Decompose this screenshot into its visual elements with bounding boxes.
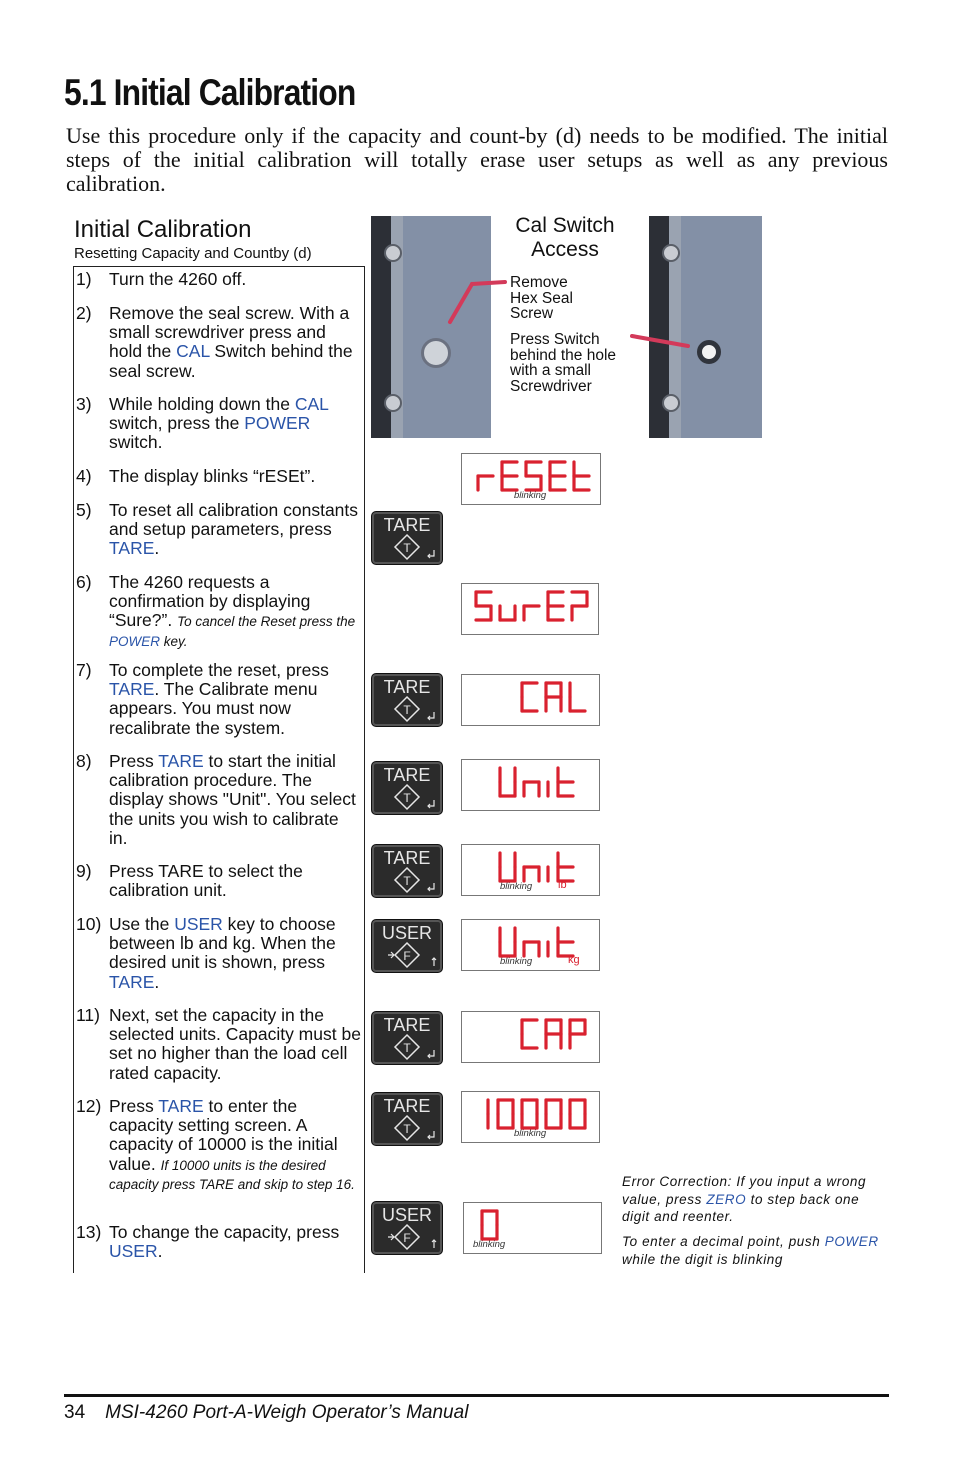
segment-digit: [570, 1100, 585, 1128]
step-text-run: Turn the 4260 off.: [109, 269, 247, 289]
step-text-run: Next, set the capacity in the selected units. Capacity must be set no higher than the load cell rated capacity.: [109, 1005, 361, 1083]
tare-diamond-icon: [372, 1093, 442, 1145]
key-reference: POWER: [109, 633, 161, 649]
step-number: 11): [76, 1005, 100, 1025]
intro-paragraph: Use this procedure only if the capacity and count-by (d) needs to be modified. The initial steps of the initial calibration will totally erase user setups as well as any previous calibration.: [66, 123, 888, 196]
step-number: 2): [76, 303, 92, 323]
step-text: [109, 1223, 361, 1261]
tare-diamond-icon: [372, 674, 442, 726]
step-note-run: key.: [160, 633, 188, 649]
step-number: 3): [76, 394, 92, 414]
segment-digit: [500, 768, 515, 796]
svg-text:F: F: [403, 949, 411, 963]
step-number: 5): [76, 500, 92, 520]
step-text-run: The 4260 requests a confirmation by displaying “Sure?”.: [109, 572, 311, 631]
blinking-label: blinking: [500, 881, 533, 892]
step-text-run: To complete the reset, press: [109, 660, 329, 680]
cal-switch-hole-photo: [649, 216, 762, 438]
segment-digit: [522, 1020, 537, 1048]
step-text: [109, 915, 361, 992]
step-number: 6): [76, 572, 92, 592]
segment-digit: [476, 592, 491, 620]
step-number: 9): [76, 861, 92, 881]
key-reference: USER: [109, 1241, 158, 1262]
lcd-display: [461, 674, 600, 726]
step-text-run: Press: [109, 1096, 159, 1116]
tare-diamond-icon: [372, 845, 442, 897]
tare-key[interactable]: [371, 1011, 443, 1065]
step-text: [109, 467, 361, 486]
step-note-run: To cancel the Reset press the: [177, 614, 356, 630]
blinking-label: blinking: [473, 1239, 506, 1250]
key-reference: CAL: [176, 341, 210, 362]
segment-digit: [524, 782, 539, 796]
segment-digit: [558, 853, 573, 881]
step-text-run: to enter the capacity setting screen. A capacity of 10000 is the initial value.: [109, 1096, 338, 1174]
step-number: 8): [76, 751, 92, 771]
function-diamond-icon: [372, 920, 442, 972]
blinking-label: blinking: [514, 1128, 547, 1139]
segment-digit: [524, 867, 539, 881]
step-text: [109, 752, 361, 848]
step-note-run: If 10000 units is the desired capacity press TARE and skip to step 16.: [109, 1157, 355, 1192]
key-reference: TARE: [158, 751, 204, 771]
svg-text:T: T: [403, 541, 411, 555]
segment-digit: [546, 1100, 561, 1128]
panel-title: Initial Calibration: [74, 216, 252, 243]
segment-digit: [558, 928, 573, 956]
segment-digit: [498, 1100, 513, 1128]
user-key[interactable]: [371, 919, 443, 973]
segment-digit: [526, 462, 541, 490]
manual-title: MSI-4260 Port-A-Weigh Operator’s Manual: [105, 1402, 469, 1423]
lcd-display: [461, 453, 601, 505]
error-correction-note: [622, 1173, 872, 1226]
tare-key-label: TARE: [383, 1096, 431, 1116]
segment-digit: [548, 592, 563, 620]
lcd-display: [461, 1091, 600, 1143]
tare-key-label: TARE: [383, 765, 431, 785]
seal-screw-photo: [371, 216, 491, 438]
blinking-label: blinking: [514, 490, 547, 501]
key-reference: USER: [174, 914, 223, 934]
step-text: [109, 862, 361, 900]
step-number: 4): [76, 466, 92, 486]
key-reference: TARE: [109, 679, 155, 700]
svg-text:T: T: [403, 874, 411, 888]
step-text-run: .: [154, 538, 160, 559]
key-reference: POWER: [244, 413, 311, 434]
panel-subtitle: Resetting Capacity and Countby (d): [74, 245, 312, 262]
segment-digit: [522, 1100, 537, 1128]
svg-text:F: F: [403, 1231, 411, 1245]
step-text-run: switch.: [109, 432, 163, 453]
cal-switch-title: Cal Switch Access: [515, 214, 615, 261]
decimal-point-note: [622, 1233, 882, 1268]
segment-readout: [462, 675, 599, 725]
step-text-run: Press: [109, 751, 159, 771]
segment-digit: [500, 853, 515, 881]
step-text: [109, 1006, 361, 1083]
segment-digit: [558, 768, 573, 796]
tare-key[interactable]: [371, 1092, 443, 1146]
step-text: [109, 1097, 361, 1193]
step-number: 7): [76, 660, 92, 680]
step-text-run: key to choose between lb and kg. When the desired unit is shown, press: [109, 914, 336, 973]
segment-digit: [570, 683, 585, 711]
segment-readout: [462, 584, 598, 634]
tare-diamond-icon: [372, 762, 442, 814]
lcd-display: [461, 1011, 600, 1063]
tare-key[interactable]: [371, 844, 443, 898]
key-reference: TARE: [109, 971, 155, 992]
zero-key-ref: ZERO: [706, 1191, 747, 1207]
step-text-run: The display blinks “rESEt”.: [109, 466, 316, 486]
unit-indicator: lb: [558, 879, 567, 891]
segment-readout: [462, 1012, 599, 1062]
decimal-note-text: To enter a decimal point, push: [622, 1234, 825, 1249]
step-text: [109, 661, 361, 738]
lcd-display: [461, 844, 600, 896]
segment-digit: [546, 683, 561, 711]
segment-digit: [570, 1020, 585, 1048]
tare-key-label: TARE: [383, 848, 431, 868]
callout-remove-screw: Remove Hex Seal Screw: [510, 274, 573, 322]
step-number: 13): [76, 1222, 102, 1242]
tare-key-label: TARE: [383, 677, 431, 697]
step-text-run: Use the: [109, 914, 175, 934]
step-text-run: While holding down the: [109, 394, 295, 414]
tare-key[interactable]: [371, 673, 443, 727]
segment-digit: [550, 462, 565, 490]
segment-digit: [546, 1020, 561, 1048]
tare-key-label: TARE: [383, 515, 431, 535]
unit-indicator: kg: [568, 954, 580, 966]
step-number: 1): [76, 269, 92, 289]
segment-digit: [522, 683, 537, 711]
segment-readout: [462, 760, 599, 810]
error-note-text: to step back one digit and reenter.: [622, 1191, 860, 1224]
tare-key[interactable]: [371, 761, 443, 815]
segment-digit: [502, 462, 517, 490]
user-key-label: USER: [381, 1205, 432, 1225]
segment-digit: [574, 462, 589, 490]
callout-press-switch: Press Switch behind the hole with a small Screwdriver: [510, 331, 617, 395]
key-reference: TARE: [109, 538, 155, 559]
section-title: 5.1 Initial Calibration: [64, 72, 356, 113]
step-text: [109, 573, 361, 650]
error-note-text: Error Correction: If you input a wrong value, press: [622, 1174, 867, 1207]
segment-digit: [500, 606, 515, 620]
blinking-label: blinking: [500, 956, 533, 967]
function-diamond-icon: [372, 1202, 442, 1254]
step-text: [109, 304, 361, 381]
key-reference: TARE: [158, 1096, 204, 1116]
svg-text:T: T: [403, 791, 411, 805]
step-text-run: switch, press the: [109, 413, 245, 434]
svg-text:T: T: [403, 703, 411, 717]
tare-diamond-icon: [372, 512, 442, 564]
step-text-run: To reset all calibration constants and setup parameters, press: [109, 500, 359, 540]
step-text-run: To change the capacity, press: [109, 1222, 340, 1242]
segment-digit: [500, 928, 515, 956]
page-number: 34: [64, 1402, 86, 1423]
footer-rule: [64, 1394, 889, 1397]
step-text: [109, 395, 361, 453]
segment-digit: [572, 592, 587, 620]
user-key-label: USER: [381, 923, 432, 943]
tare-key[interactable]: [371, 511, 443, 565]
step-text: [109, 270, 361, 289]
segment-digit: [524, 606, 539, 620]
step-text-run: . The Calibrate menu appears. You must now recalibrate the system.: [109, 679, 318, 738]
tare-key-label: TARE: [383, 1015, 431, 1035]
lcd-display: [461, 759, 600, 811]
step-text-run: .: [157, 1241, 163, 1262]
lcd-display: [463, 1202, 602, 1254]
step-text-run: to start the initial calibration procedure. The display shows "Unit". You select the units you wish to calibrate in.: [109, 751, 356, 848]
svg-text:T: T: [403, 1041, 411, 1055]
page-footer: [64, 1402, 468, 1424]
lcd-display: [461, 919, 600, 971]
tare-diamond-icon: [372, 1012, 442, 1064]
step-number: 10): [76, 914, 102, 934]
step-text-run: Remove the seal screw. With a small screwdriver press and hold the: [109, 303, 350, 362]
step-text: [109, 501, 361, 559]
decimal-note-text: while the digit is blinking: [622, 1251, 784, 1267]
step-text-run: Switch behind the seal screw.: [109, 341, 353, 381]
power-key-ref: POWER: [824, 1234, 879, 1249]
step-text-run: .: [154, 971, 160, 992]
user-key[interactable]: [371, 1201, 443, 1255]
key-reference: CAL: [294, 394, 329, 414]
svg-text:T: T: [403, 1122, 411, 1136]
lcd-display: [461, 583, 599, 635]
step-text-run: Press TARE to select the calibration unit.: [109, 861, 303, 901]
segment-digit: [482, 1211, 497, 1239]
segment-digit: [524, 942, 539, 956]
step-number: 12): [76, 1096, 102, 1116]
segment-digit: [478, 476, 493, 490]
